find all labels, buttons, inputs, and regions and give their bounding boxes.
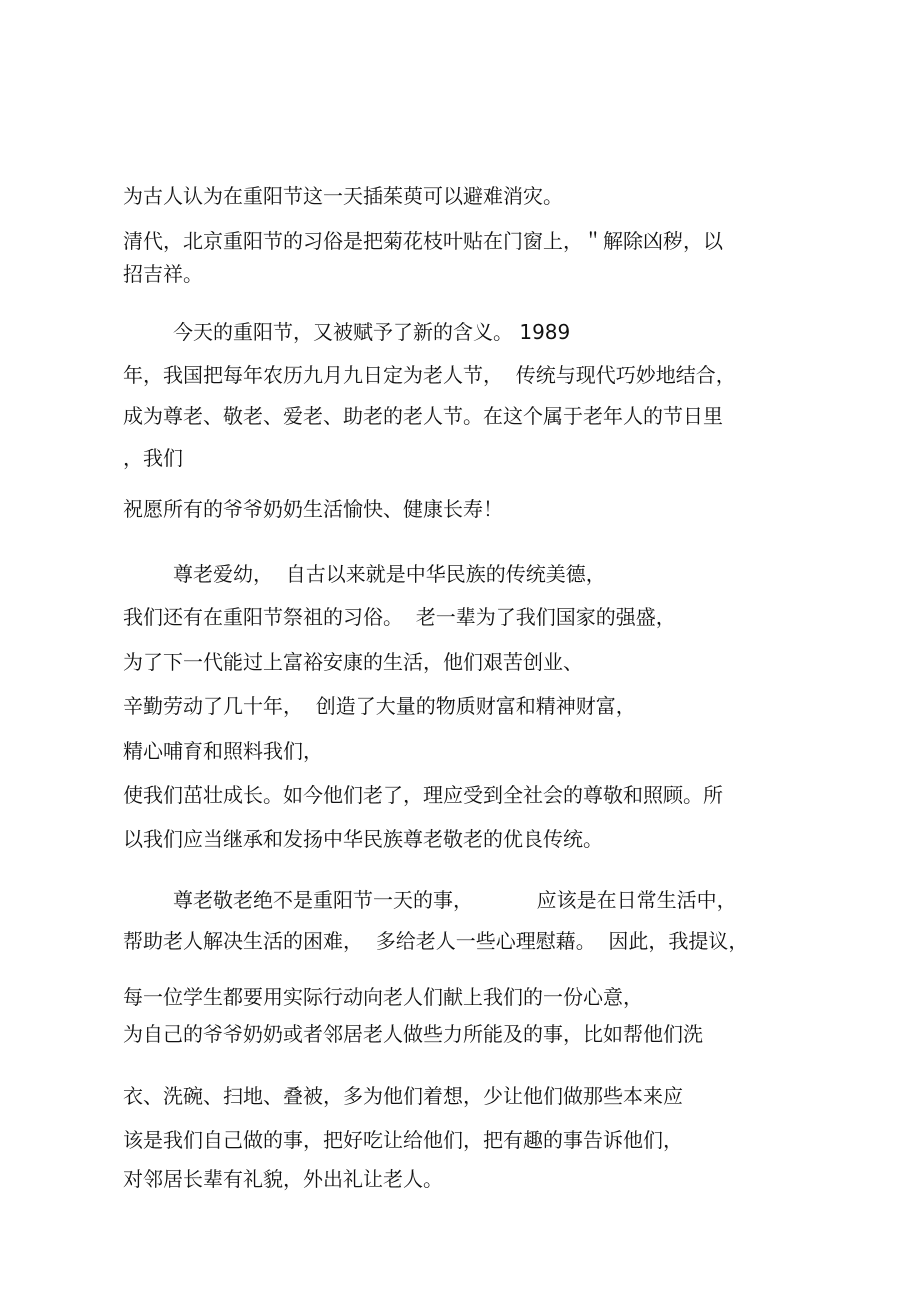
paragraph-start-line: 尊老敬老绝不是重阳节一天的事， 应该是在日常生活中， [173, 888, 737, 912]
text-line: 帮助老人解决生活的困难， 多给老人一些心理慰藉。 因此，我提议， [123, 929, 749, 953]
text-line: 为自己的爷爷奶奶或者邻居老人做些力所能及的事，比如帮他们洗 [123, 1022, 703, 1046]
paragraph-start-line: 尊老爱幼， 自古以来就是中华民族的传统美德， [173, 562, 606, 586]
text-line: 精心哺育和照料我们， [123, 739, 323, 763]
text-line: 衣、洗碗、扫地、叠被，多为他们着想，少让他们做那些本来应 [123, 1084, 683, 1108]
text-line: 清代，北京重阳节的习俗是把菊花枝叶贴在门窗上，＂解除凶秽，以 [123, 229, 723, 253]
text-line: ，我们 [123, 446, 183, 470]
text-line: 年，我国把每年农历九月九日定为老人节， 传统与现代巧妙地结合， [123, 363, 736, 387]
text-line: 每一位学生都要用实际行动向老人们献上我们的一份心意， [123, 985, 643, 1009]
text-line: 祝愿所有的爷爷奶奶生活愉快、健康长寿！ [123, 497, 503, 521]
text-line: 以我们应当继承和发扬中华民族尊老敬老的优良传统。 [123, 827, 603, 851]
text-line: 招吉祥。 [123, 262, 203, 286]
paragraph-start-line: 今天的重阳节，又被赋予了新的含义。 1989 [173, 320, 571, 344]
text-line: 使我们茁壮成长。如今他们老了，理应受到全社会的尊敬和照顾。所 [123, 783, 723, 807]
text-line: 为了下一代能过上富裕安康的生活，他们艰苦创业、 [123, 650, 583, 674]
text-line: 对邻居长辈有礼貌，外出礼让老人。 [123, 1167, 443, 1191]
text-line: 我们还有在重阳节祭祖的习俗。 老一辈为了我们国家的强盛， [123, 605, 676, 629]
text-line: 辛勤劳动了几十年， 创造了大量的物质财富和精神财富， [123, 694, 636, 718]
text-line: 成为尊老、敬老、爱老、助老的老人节。在这个属于老年人的节日里 [123, 404, 723, 428]
text-line: 为古人认为在重阳节这一天插茱萸可以避难消灾。 [123, 184, 563, 208]
text-line: 该是我们自己做的事，把好吃让给他们，把有趣的事告诉他们， [123, 1128, 683, 1152]
